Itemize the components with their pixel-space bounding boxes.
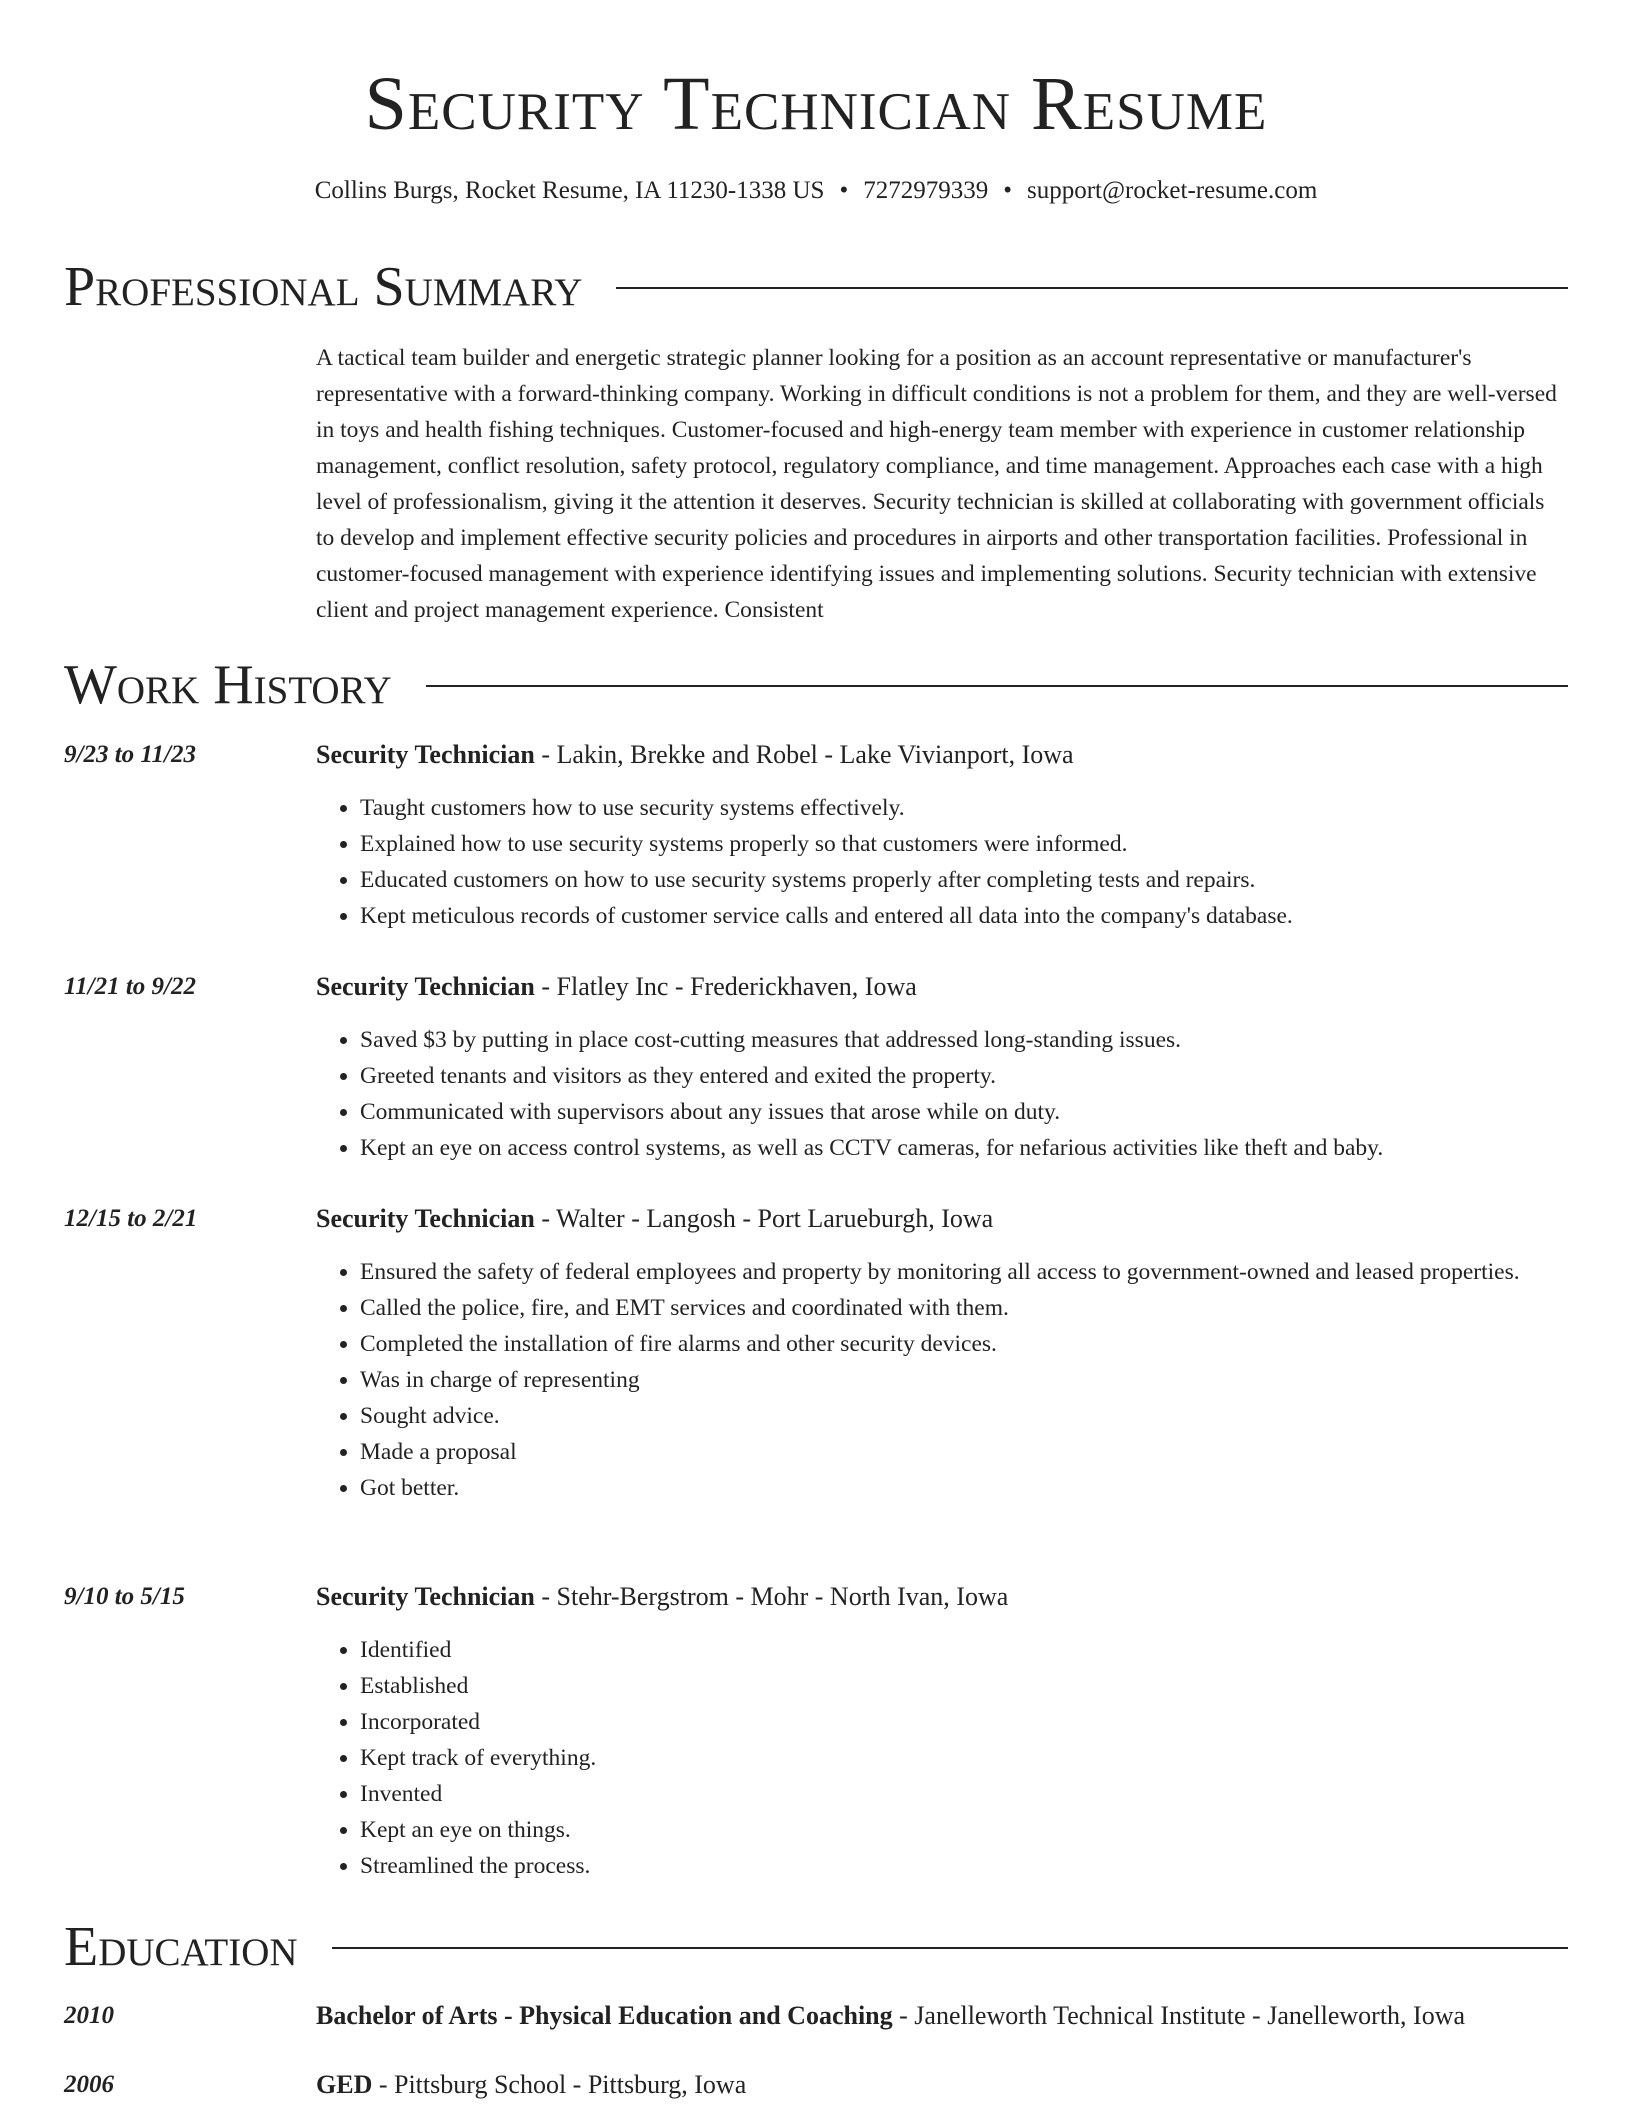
section-divider bbox=[332, 1947, 1568, 1949]
contact-phone: 7272979339 bbox=[863, 177, 989, 204]
resume-title: Security Technician Resume bbox=[364, 62, 1268, 146]
job-bullet: • Kept an eye on things. bbox=[360, 1812, 1568, 1848]
job-bullet: • Invented bbox=[360, 1776, 1568, 1812]
job-bullet: • Completed the installation of fire alarms and other security devices. bbox=[360, 1326, 1568, 1362]
job-entry bbox=[64, 1202, 1568, 1506]
job-entry bbox=[64, 1580, 1568, 1884]
contact-separator: • bbox=[839, 177, 849, 204]
job-heading bbox=[316, 1202, 1568, 1236]
job-bullet: • Saved $3 by putting in place cost-cutting measures that addressed long-standing issues. bbox=[360, 1022, 1568, 1058]
job-bullet: • Communicated with supervisors about any issues that arose while on duty. bbox=[360, 1094, 1568, 1130]
job-bullet: • Made a proposal bbox=[360, 1434, 1568, 1470]
education-degree: GED bbox=[316, 2070, 373, 2099]
job-bullet: • Sought advice. bbox=[360, 1398, 1568, 1434]
job-bullet: • Kept track of everything. bbox=[360, 1740, 1568, 1776]
contact-line bbox=[0, 174, 1632, 208]
job-bullet: • Kept meticulous records of customer service calls and entered all data into the company's database. bbox=[360, 898, 1568, 934]
contact-email: support@rocket-resume.com bbox=[1026, 177, 1318, 204]
job-dates: 9/10 to 5/15 bbox=[64, 1583, 185, 1610]
summary-text: A tactical team builder and energetic strategic planner looking for a position as an account representative or manufacturer's representative with a forward-thinking company. Working in difficult conditions is not a problem for them, and they are well-versed in toys and health fishing techniques. Customer-focused and high-energy team member with experience in customer relationship management, conflict resolution, safety protocol, regulatory compliance, and time management. Approaches each case with a high level of professionalism, giving it the attention it deserves. Security technician is skilled at collaborating with government officials to develop and implement effective security policies and procedures in airports and other transportation facilities. Professional in customer-focused management with experience identifying issues and implementing solutions. Security technician with extensive client and project management experience. Consistent bbox=[316, 345, 1557, 623]
section-header-education bbox=[64, 1914, 1568, 1980]
education-school-location: - Janelleworth Technical Institute - Janelleworth, Iowa bbox=[892, 2001, 1466, 2030]
job-entry bbox=[64, 738, 1568, 934]
contact-address: Collins Burgs, Rocket Resume, IA 11230-1338 US bbox=[314, 177, 825, 204]
job-employer-location: - Stehr-Bergstrom - Mohr - North Ivan, Iowa bbox=[534, 1582, 1009, 1611]
contact-separator: • bbox=[1003, 177, 1012, 204]
job-bullet: • Identified bbox=[360, 1632, 1568, 1668]
job-bullets bbox=[316, 1022, 1568, 1166]
section-divider bbox=[616, 287, 1568, 289]
job-bullet: • Was in charge of representing bbox=[360, 1362, 1568, 1398]
section-title-work-history: Work History bbox=[64, 654, 392, 716]
education-year: 2010 bbox=[64, 2002, 114, 2029]
education-entry bbox=[64, 1999, 1568, 2033]
education-entry bbox=[64, 2068, 1568, 2102]
job-dates: 9/23 to 11/23 bbox=[64, 741, 196, 768]
job-heading bbox=[316, 970, 1568, 1004]
job-heading bbox=[316, 738, 1568, 772]
job-employer-location: - Lakin, Brekke and Robel - Lake Vivianport, Iowa bbox=[534, 740, 1074, 769]
job-bullet: • Incorporated bbox=[360, 1704, 1568, 1740]
job-bullet: • Educated customers on how to use security systems properly after completing tests and repairs. bbox=[360, 862, 1568, 898]
education-degree: Bachelor of Arts - Physical Education and Coaching bbox=[316, 2001, 893, 2030]
education-school-location: - Pittsburg School - Pittsburg, Iowa bbox=[372, 2070, 747, 2099]
job-dates: 11/21 to 9/22 bbox=[64, 973, 196, 1000]
section-title-education: Education bbox=[64, 1916, 298, 1978]
section-divider bbox=[426, 685, 1568, 687]
job-dates: 12/15 to 2/21 bbox=[64, 1205, 198, 1232]
job-employer-location: - Walter - Langosh - Port Larueburgh, Iowa bbox=[534, 1204, 994, 1233]
job-bullets bbox=[316, 790, 1568, 934]
education-heading bbox=[316, 2068, 1568, 2102]
job-employer-location: - Flatley Inc - Frederickhaven, Iowa bbox=[534, 972, 917, 1001]
job-title: Security Technician bbox=[316, 972, 535, 1001]
job-bullet: • Ensured the safety of federal employees and property by monitoring all access to government-owned and leased properties. bbox=[360, 1254, 1568, 1290]
section-header-work-history bbox=[64, 652, 1568, 718]
job-bullet: • Streamlined the process. bbox=[360, 1848, 1568, 1884]
job-entry bbox=[64, 970, 1568, 1166]
job-bullet: • Explained how to use security systems properly so that customers were informed. bbox=[360, 826, 1568, 862]
section-header-summary bbox=[64, 254, 1568, 320]
job-title: Security Technician bbox=[316, 1204, 535, 1233]
job-bullet: • Got better. bbox=[360, 1470, 1568, 1506]
section-title-summary: Professional Summary bbox=[64, 256, 583, 318]
job-bullets bbox=[316, 1632, 1568, 1884]
job-bullet: • Kept an eye on access control systems, as well as CCTV cameras, for nefarious activities like theft and baby. bbox=[360, 1130, 1568, 1166]
job-title: Security Technician bbox=[316, 740, 535, 769]
education-year: 2006 bbox=[64, 2071, 114, 2098]
job-bullets bbox=[316, 1254, 1568, 1506]
job-title: Security Technician bbox=[316, 1582, 535, 1611]
job-bullet: • Greeted tenants and visitors as they entered and exited the property. bbox=[360, 1058, 1568, 1094]
job-bullet: • Taught customers how to use security systems effectively. bbox=[360, 790, 1568, 826]
job-heading bbox=[316, 1580, 1568, 1614]
job-bullet: • Established bbox=[360, 1668, 1568, 1704]
education-heading bbox=[316, 1999, 1568, 2033]
job-bullet: • Called the police, fire, and EMT services and coordinated with them. bbox=[360, 1290, 1568, 1326]
